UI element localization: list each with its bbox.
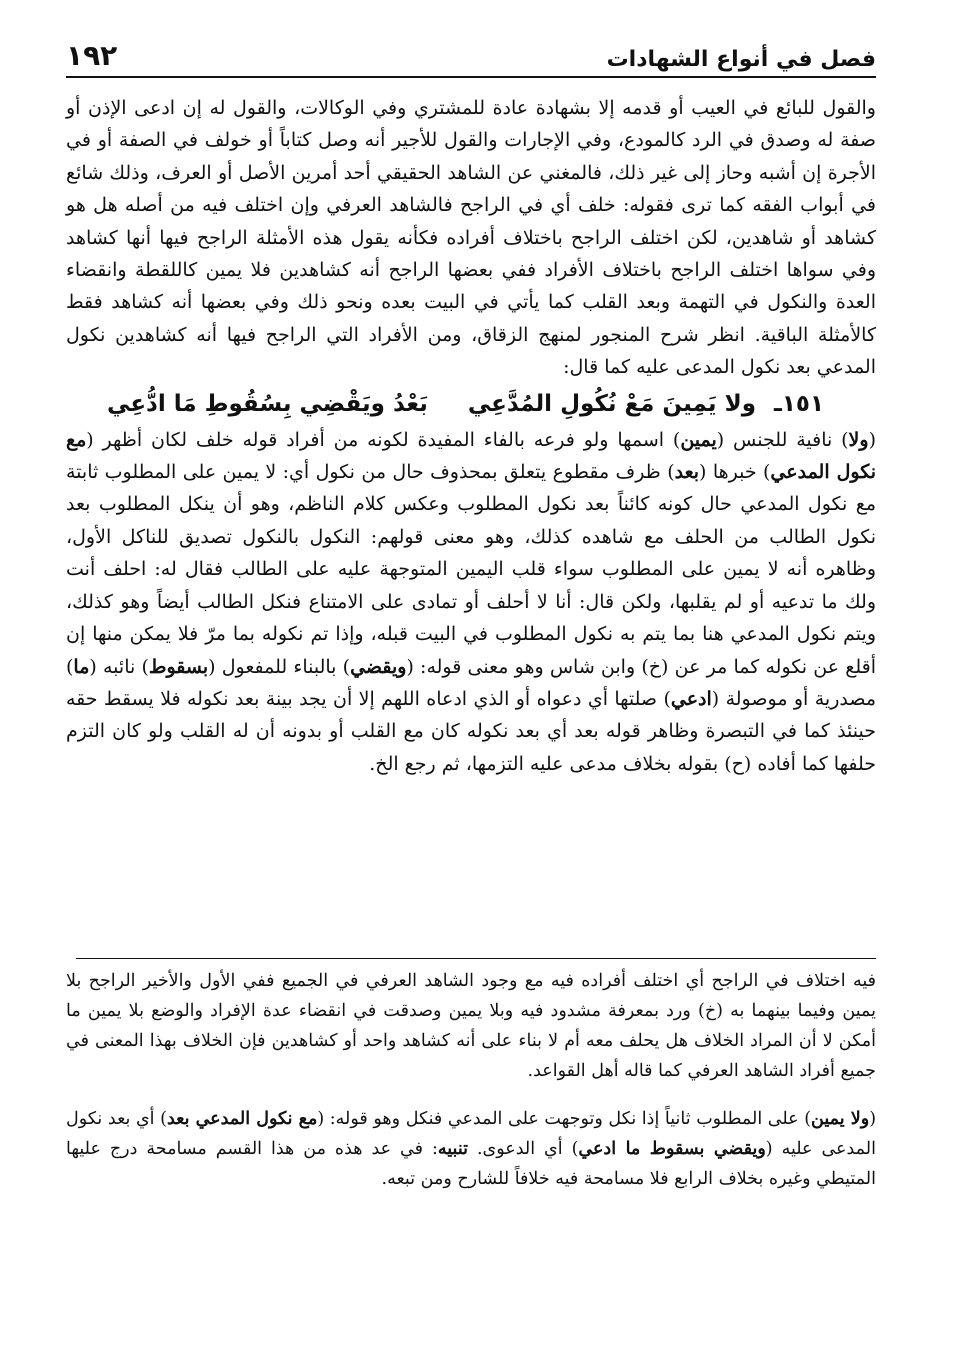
text-run: ) صلتها أي دعواه أو الذي ادعاه اللهم إلا أن يجد بينة بعد نكوله فلا يسقط حقه حينئذ كما في التبصرة وظاهر قوله بعد أي بعد نكوله كان مع القلب أو بدونه أن له القلب ولو كان التزم حلفها كما أفاده (ح) بقوله بخلاف مدعى عليه التزمها، ثم رجع الخ.	[66, 687, 876, 775]
text-run: ) نافية للجنس (	[716, 428, 849, 451]
text-run: ) ظرف مقطوع يتعلق بمحذوف حال من نكول أي: لا يمين على المطلوب ثابتة مع نكول المدعي حال كونه كائناً بعد نكول المطلوب وعكس كلام الناظم، وهو أن ينكل المطلوب بعد نكول الطالب من الحلف مع شاهده كذلك، وهو معنى قولهم: النكول بالنكول تصديق للناكل الأول، وظاهره أنه لا يمين على المطلوب سواء قلب اليمين المتوجهة عليه على الطالب فقال له: احلف أنت ولك ما تدعيه أو لم يقلبها، ولكن قال: أنا لا أحلف أو تمادى على الامتناع فنكل الطالب أيضاً وهو كذلك، ويتم نكول المدعي هنا بما يتم به نكول المطلوب في البيت قبله، وإذا تم نكوله بما مرّ فلا يمكن منها إن أقلع عن نكوله كما مر عن (خ) وابن شاس وهو معنى قوله: (	[66, 461, 877, 678]
footnote-paragraph: فيه اختلاف في الراجح أي اختلف أفراده فيه مع وجود الشاهد العرفي في الجميع ففي الأول والأخير الراجح بلا يمين وفيما بينهما به (خ) ورد بمعرفة مشدود فيه وبلا يمين وصدقت في انقضاء عدة الإفراد والوضع بلا يمين ما أمكن لا أن المراد الخلاف هل يحلف معه أم لا بناء على أنه كشاهد واحد أو كشاهدين فإن الخلاف بهذا المعنى في جميع أفراد الشاهد العرفي كما قاله أهل القواعد.	[66, 971, 876, 1081]
verse-hemistich-second: بَعْدُ ويَقْضِي بِسُقُوطِ مَا ادُّعِي	[107, 390, 428, 417]
text-run: ) مصدرية أو موصولة (	[66, 655, 876, 710]
page-number: ١٩٢	[66, 39, 118, 72]
running-title: فصل في أنواع الشهادات	[606, 47, 876, 72]
main-text	[66, 92, 876, 780]
quoted-verse-word: يمين	[680, 428, 717, 451]
text-run: : في عد هذه من هذا القسم مسامحة درج عليها المتيطي وغيره بخلاف الرابع فلا مسامحة فيه خلافاً للشارح ومن تبعه.	[66, 1139, 876, 1189]
quoted-verse-word: بعد	[674, 461, 700, 484]
quoted-verse-word: ويقضي بسقوط ما ادعي	[578, 1139, 766, 1159]
text-run: ) نائبه (	[89, 655, 149, 678]
quoted-verse-word: ولا	[848, 428, 869, 451]
note-label: تنبيه	[437, 1139, 468, 1159]
quoted-verse-word: بسقوط	[148, 655, 209, 678]
quoted-verse-word: ولا يمين	[811, 1109, 870, 1129]
page-header	[66, 32, 876, 78]
text-run: ) أي الدعوى.	[467, 1139, 579, 1159]
quoted-verse-word: ما	[73, 655, 90, 678]
verse-line	[66, 386, 876, 422]
commentary-paragraph: والقول للبائع في العيب أو قدمه إلا بشهادة عادة للمشتري وفي الوكالات، والقول له إن ادعى الإذن أو صفة له وصدق في الرد كالمودع، وفي الإجارات والقول للأجير أنه وصل كتاباً أو خولف في الصفة أو في الأجرة إن أشبه وحاز إلى غير ذلك، فالمغني عن الشاهد الحقيقي أحد أمرين الأصل أو العرف، وذلك شائع في أبواب الفقه كما ترى فقوله: خلف أي في الراجح فالشاهد العرفي وإن اختلف فيه من أصله هل هو كشاهد أو شاهدين، لكن اختلف الراجح باختلاف أفراده فكأنه يقول هذه الأمثلة الراجح فيها أنها كشاهد وفي سواها اختلف الراجح باختلاف الأفراد ففي بعضها الراجح أنه كشاهدين فلا يمين كاللقطة وانقضاء العدة والنكول في التهمة وبعد القلب كما يأتي في البيت بعده ونحو ذلك وفي بعضها أنه كشاهد فقط كالأمثلة الباقية. انظر شرح المنجور لمنهج الزقاق، ومن الأفراد التي الراجح فيها أنه كشاهدين نكول المدعي بعد نكول المدعى عليه كما قال:	[66, 97, 876, 379]
footnote-paragraph	[66, 1104, 876, 1194]
footnotes	[66, 966, 876, 1194]
text-run: ) أي بعد نكول المدعى عليه (	[66, 1109, 876, 1159]
footnote-divider	[76, 958, 876, 959]
text-run: (	[869, 1109, 877, 1129]
verse-hemistich-first: ولا يَمِينَ مَعْ نُكُولِ المُدَّعِي	[467, 390, 756, 417]
text-run: (	[868, 428, 876, 451]
text-run: ) بالبناء للمفعول (	[208, 655, 351, 678]
quoted-verse-word: ويقضي	[350, 655, 407, 678]
verse-commentary-paragraph	[66, 424, 876, 780]
quoted-verse-word: مع نكول المدعي	[66, 428, 876, 484]
verse-number: ١٥١ـ	[774, 390, 824, 417]
text-run: ) على المطلوب ثانياً إذا نكل وتوجهت على المدعي فنكل وهو قوله: (	[317, 1109, 812, 1129]
text-run: ) خبرها (	[699, 461, 771, 484]
quoted-verse-word: مع نكول المدعي بعد	[166, 1109, 318, 1129]
text-run: ) اسمها ولو فرعه بالفاء المفيدة لكونه من أفراد قوله خلف لكان أظهر (	[86, 428, 681, 451]
footnote-spacer	[66, 1086, 876, 1104]
quoted-verse-word: ادعي	[670, 687, 712, 710]
